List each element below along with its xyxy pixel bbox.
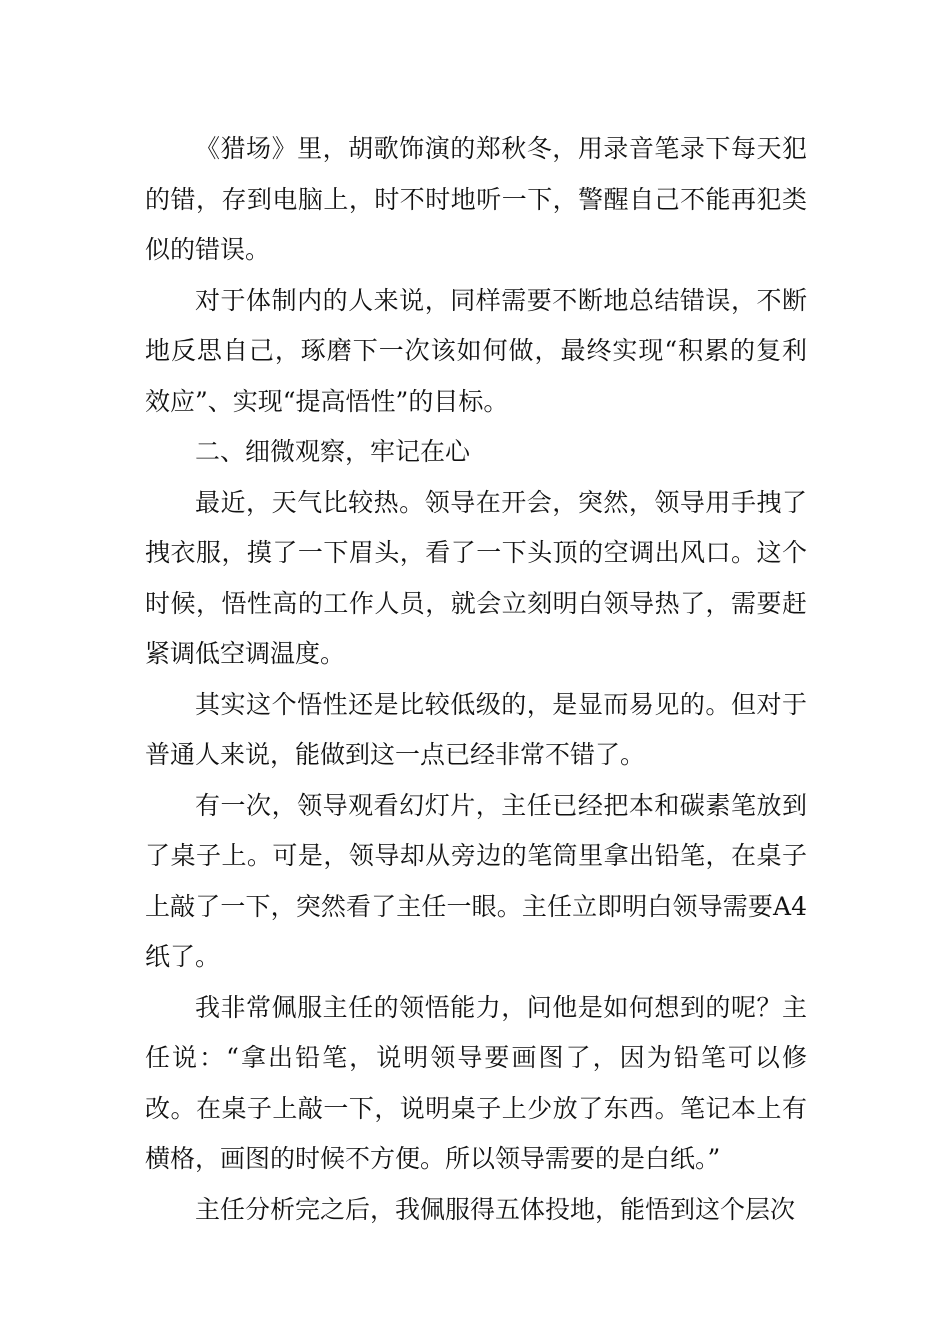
paragraph-2: 对于体制内的人来说，同样需要不断地总结错误，不断地反思自己，琢磨下一次该如何做，最终实现“积累的复利效应”、实现“提高悟性”的目标。 [145,285,807,416]
paragraph-5: 有一次，领导观看幻灯片，主任已经把本和碳素笔放到了桌子上。可是，领导却从旁边的笔筒里拿出铅笔，在桌子上敲了一下，突然看了主任一眼。主任立即明白领导需要A4纸了。 [145,790,807,971]
paragraph-3: 最近，天气比较热。领导在开会，突然，领导用手拽了拽衣服，摸了一下眉头，看了一下头顶的空调出风口。这个时候，悟性高的工作人员，就会立刻明白领导热了，需要赶紧调低空调温度。 [145,487,807,668]
paragraph-7: 主任分析完之后，我佩服得五体投地，能悟到这个层次 [195,1194,796,1224]
paragraph-4: 其实这个悟性还是比较低级的，是显而易见的。但对于普通人来说，能做到这一点已经非常不错了。 [145,689,807,769]
paragraph-1: 《猎场》里，胡歌饰演的郑秋冬，用录音笔录下每天犯的错，存到电脑上，时不时地听一下，警醒自己不能再犯类似的错误。 [145,134,807,264]
section-heading: 二、细微观察，牢记在心 [195,437,471,466]
document-body [145,124,807,1235]
paragraph-6: 我非常佩服主任的领悟能力，问他是如何想到的呢？主任说：“拿出铅笔，说明领导要画图了，因为铅笔可以修改。在桌子上敲一下，说明桌子上少放了东西。笔记本上有横格，画图的时候不方便。所以领导需要的是白纸。” [145,992,807,1173]
